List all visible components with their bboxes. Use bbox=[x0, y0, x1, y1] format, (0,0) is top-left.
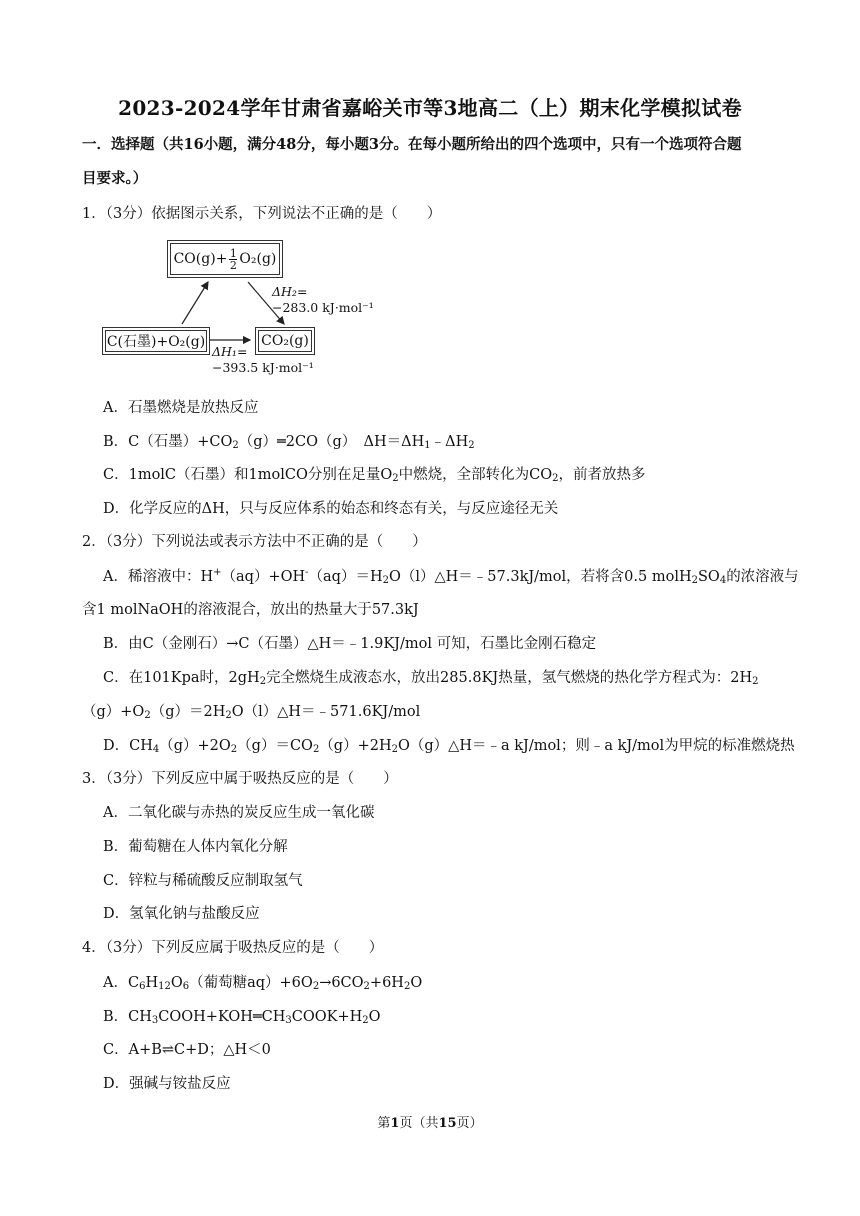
sub: 2 bbox=[144, 710, 151, 721]
dh2-value: −283.0 kJ·mol⁻¹ bbox=[272, 300, 374, 315]
dh1-label: ΔH₁= bbox=[212, 344, 248, 359]
q2-a-text: （aq）＝H bbox=[308, 569, 383, 585]
q4-a-text: A．C bbox=[103, 975, 140, 991]
dh1-value: −393.5 kJ·mol⁻¹ bbox=[212, 360, 314, 375]
q4-a-text: O bbox=[170, 975, 183, 991]
box-graphite-o2: C(石墨)+O₂(g) bbox=[102, 327, 210, 355]
footer-text: 第 bbox=[377, 1116, 391, 1131]
q1-b-text-2: （g）═2CO（g） ΔH＝ΔH bbox=[238, 434, 425, 450]
q4-option-c: C．A+B⇌C+D；△H＜0 bbox=[103, 1042, 271, 1058]
q2-a-text: O（l）△H＝﹣57.3kJ/mol，若将含0.5 molH bbox=[388, 569, 692, 585]
q1-c-text-1: C．1molC（石墨）和1molCO分别在足量O bbox=[103, 467, 393, 483]
q2-d-text: （g）+2O bbox=[159, 738, 231, 754]
sub: 4 bbox=[719, 575, 727, 586]
q1-option-d: D．化学反应的ΔH，只与反应体系的始态和终态有关，与反应途径无关 bbox=[103, 501, 559, 517]
q2-a-text: 的浓溶液与 bbox=[726, 569, 799, 585]
q2-a-text: SO bbox=[697, 569, 720, 585]
q2-c-text: （g）＝2H bbox=[150, 704, 226, 720]
question-2-stem: 2．（3分）下列说法或表示方法中不正确的是（ ） bbox=[82, 534, 427, 550]
page-total: 15 bbox=[438, 1116, 457, 1131]
sub: 2 bbox=[225, 710, 232, 721]
q4-a-text: O bbox=[410, 975, 423, 991]
q1-option-a: A．石墨燃烧是放热反应 bbox=[103, 400, 259, 416]
page-title: 2023-2024学年甘肃省嘉峪关市等3地高二（上）期末化学模拟试卷 bbox=[118, 96, 742, 120]
sub: 2 bbox=[312, 744, 320, 755]
enthalpy-diagram bbox=[100, 236, 400, 381]
question-4-stem: 4．（3分）下列反应属于吸热反应的是（ ） bbox=[82, 940, 384, 956]
q1-c-text-2: 中燃烧，全部转化为CO bbox=[398, 467, 553, 483]
q2-option-b: B．由C（金刚石）→C（石墨）△H＝﹣1.9KJ/mol 可知，石墨比金刚石稳定 bbox=[103, 636, 597, 652]
frac-den: 2 bbox=[229, 258, 237, 272]
q1-b-text-3: ﹣ΔH bbox=[430, 434, 469, 450]
arrow-left-up bbox=[182, 282, 208, 324]
sub: 2 bbox=[691, 575, 698, 586]
section-line-2: 目要求。） bbox=[82, 170, 148, 187]
page-number: 1 bbox=[390, 1116, 400, 1131]
q4-option-a bbox=[103, 971, 422, 992]
q4-a-text: H bbox=[145, 975, 159, 991]
sub: 2 bbox=[362, 1015, 369, 1026]
q2-c-text: C．在101Kpa时，2gH bbox=[103, 670, 260, 686]
sub: 12 bbox=[158, 981, 171, 992]
q1-b-text-1: B．C（石墨）+CO bbox=[103, 434, 233, 450]
sub: 6 bbox=[182, 981, 190, 992]
q2-c-text: 完全燃烧生成液态水，放出285.8KJ热量，氢气燃烧的热化学方程式为：2H bbox=[266, 670, 753, 686]
q3-option-b: B．葡萄糖在人体内氧化分解 bbox=[103, 839, 288, 855]
q2-option-c-line1 bbox=[103, 666, 758, 687]
q1-c-text-3: ，前者放热多 bbox=[558, 467, 646, 483]
q2-d-text: （g）+2H bbox=[319, 738, 392, 754]
sub: 2 bbox=[392, 473, 399, 484]
sup: + bbox=[213, 567, 222, 578]
sub: 6 bbox=[139, 981, 146, 992]
sub: 4 bbox=[152, 744, 160, 755]
q1-option-c bbox=[103, 463, 645, 484]
q2-d-text: O（g）△H＝﹣a kJ/mol；则﹣a kJ/mol为甲烷的标准燃烧热 bbox=[398, 738, 795, 754]
box-co2: CO₂(g) bbox=[255, 327, 315, 355]
q4-b-text: COOH+KOH═CH bbox=[158, 1009, 286, 1025]
q3-option-a: A．二氧化碳与赤热的炭反应生成一氧化碳 bbox=[103, 805, 375, 821]
sub: 2 bbox=[232, 440, 239, 451]
sup: - bbox=[305, 567, 309, 578]
q2-option-a-line2: 含1 molNaOH的溶液混合，放出的热量大于57.3kJ bbox=[82, 602, 419, 618]
sub: 3 bbox=[285, 1015, 292, 1026]
q2-d-text: D．CH bbox=[103, 738, 153, 754]
q4-a-text: →6CO bbox=[319, 975, 364, 991]
q1-option-b bbox=[103, 430, 475, 451]
box-o2-text: O₂(g) bbox=[239, 251, 277, 267]
q4-option-d: D．强碱与铵盐反应 bbox=[103, 1076, 231, 1092]
sub: 2 bbox=[468, 440, 475, 451]
sub: 2 bbox=[312, 981, 320, 992]
q2-c-text: O（l）△H＝﹣571.6KJ/mol bbox=[231, 704, 421, 720]
q2-a-text: A．稀溶液中：H bbox=[103, 569, 214, 585]
footer-text: 页） bbox=[456, 1116, 483, 1131]
sub: 2 bbox=[259, 676, 267, 687]
section-line-1: 一．选择题（共16小题，满分48分，每小题3分。在每小题所给出的四个选项中，只有一个选项符合题 bbox=[82, 136, 742, 153]
page-footer bbox=[0, 1112, 860, 1131]
sub: 2 bbox=[403, 981, 411, 992]
q3-option-d: D．氢氧化钠与盐酸反应 bbox=[103, 906, 260, 922]
section-instructions bbox=[82, 128, 782, 196]
q2-option-d bbox=[103, 734, 795, 755]
sub: 2 bbox=[552, 473, 559, 484]
q4-a-text: （葡萄糖aq）+6O bbox=[189, 975, 313, 991]
fraction-half bbox=[229, 248, 237, 271]
sub: 2 bbox=[363, 981, 370, 992]
footer-text: 页（共 bbox=[399, 1116, 439, 1131]
sub: 1 bbox=[424, 440, 431, 451]
box-co-text: CO(g)+ bbox=[173, 251, 228, 267]
q2-a-text: （aq）+OH bbox=[221, 569, 306, 585]
q4-b-text: B．CH bbox=[103, 1009, 152, 1025]
q2-option-a-line1 bbox=[103, 565, 799, 586]
sub: 2 bbox=[382, 575, 389, 586]
question-3-stem: 3．（3分）下列反应中属于吸热反应的是（ ） bbox=[82, 771, 398, 787]
q4-a-text: +6H bbox=[369, 975, 404, 991]
q4-option-b bbox=[103, 1005, 381, 1026]
sub: 2 bbox=[230, 744, 238, 755]
q2-c-text: （g）+O bbox=[82, 704, 145, 720]
q2-option-c-line2 bbox=[82, 700, 420, 721]
sub: 2 bbox=[752, 676, 759, 687]
sub: 2 bbox=[391, 744, 398, 755]
box-co-o2 bbox=[167, 240, 283, 278]
q2-d-text: （g）＝CO bbox=[237, 738, 313, 754]
frac-num: 1 bbox=[229, 246, 237, 260]
dh2-label: ΔH₂= bbox=[272, 284, 308, 299]
question-1-stem: 1．（3分）依据图示关系，下列说法不正确的是（ ） bbox=[82, 206, 442, 222]
sub: 3 bbox=[151, 1015, 159, 1026]
q4-b-text: O bbox=[368, 1009, 381, 1025]
q3-option-c: C．锌粒与稀硫酸反应制取氢气 bbox=[103, 873, 303, 889]
q4-b-text: COOK+H bbox=[291, 1009, 363, 1025]
